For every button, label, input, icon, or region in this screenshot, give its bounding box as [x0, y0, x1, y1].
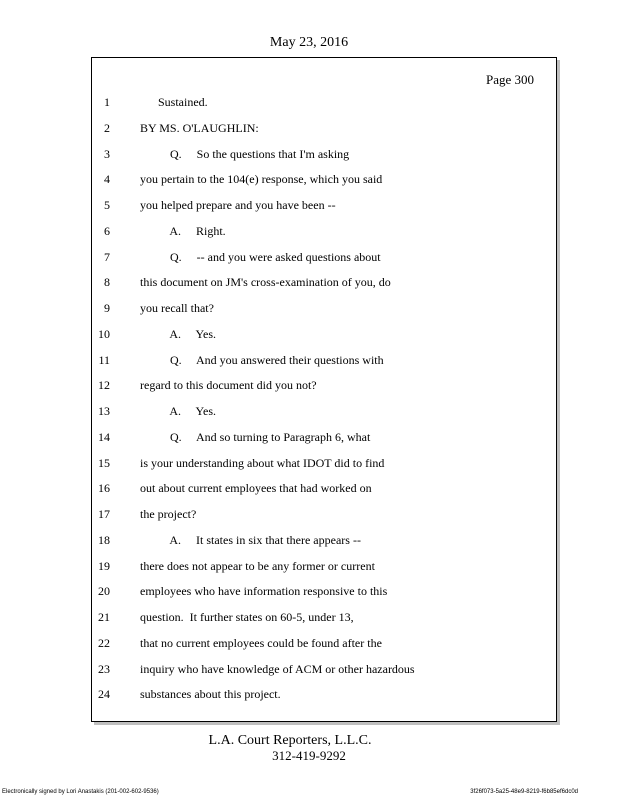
- line-number: 7: [104, 250, 110, 264]
- line-number: 20: [98, 584, 110, 598]
- line-number: 3: [104, 147, 110, 161]
- line-number: 9: [104, 301, 110, 315]
- line-text: BY MS. O'LAUGHLIN:: [140, 121, 259, 135]
- line-text: A. Right.: [140, 224, 226, 238]
- line-number: 16: [98, 481, 110, 495]
- line-text: you recall that?: [140, 301, 214, 315]
- line-text: the project?: [140, 507, 197, 521]
- line-number: 5: [104, 198, 110, 212]
- line-text: A. Yes.: [140, 327, 217, 341]
- line-text: that no current employees could be found after the: [140, 636, 382, 650]
- line-text: Sustained.: [140, 95, 208, 109]
- line-number: 15: [98, 456, 110, 470]
- line-number: 2: [104, 121, 110, 135]
- reporter-company: L.A. Court Reporters, L.L.C.: [208, 733, 372, 748]
- line-number: 8: [104, 275, 110, 289]
- line-number: 6: [104, 224, 110, 238]
- line-text: regard to this document did you not?: [140, 378, 317, 392]
- line-text: this document on JM's cross-examination of you, do: [140, 275, 391, 289]
- line-number: 10: [98, 327, 110, 341]
- line-text: inquiry who have knowledge of ACM or other hazardous: [140, 662, 415, 676]
- line-text: is your understanding about what IDOT did to find: [140, 456, 385, 470]
- line-text: employees who have information responsive to this: [140, 584, 388, 598]
- line-text: Q. And you answered their questions with: [140, 353, 384, 367]
- line-text: question. It further states on 60-5, under 13,: [140, 610, 354, 624]
- page-number: Page 300: [486, 72, 535, 87]
- line-number: 19: [98, 559, 110, 573]
- line-text: A. Yes.: [140, 404, 217, 418]
- line-text: Q. So the questions that I'm asking: [140, 147, 350, 161]
- line-number: 24: [98, 687, 110, 701]
- line-text: you helped prepare and you have been --: [140, 198, 336, 212]
- line-text: substances about this project.: [140, 687, 281, 701]
- line-number: 1: [104, 95, 110, 109]
- electronic-signature: Electronically signed by Lori Anastakis (201-002-602-9536): [2, 789, 159, 795]
- line-number: 13: [98, 404, 110, 418]
- line-number: 23: [98, 662, 110, 676]
- line-number: 17: [98, 507, 110, 521]
- line-text: A. It states in six that there appears --: [140, 533, 361, 547]
- line-text: there does not appear to be any former or current: [140, 559, 375, 573]
- document-id: 3f26f073-5a25-48e9-8219-f6b85ef6dc0d: [470, 789, 578, 795]
- reporter-phone: 312-419-9292: [272, 748, 346, 763]
- line-number: 11: [98, 353, 110, 367]
- line-text: Q. -- and you were asked questions about: [140, 250, 381, 264]
- line-number: 4: [104, 172, 110, 186]
- line-number: 14: [98, 430, 110, 444]
- line-number: 21: [98, 610, 110, 624]
- line-number: 12: [98, 378, 110, 392]
- line-text: you pertain to the 104(e) response, which you said: [140, 172, 383, 186]
- transcript-date: May 23, 2016: [269, 35, 349, 50]
- line-number: 22: [98, 636, 110, 650]
- line-text: Q. And so turning to Paragraph 6, what: [140, 430, 371, 444]
- line-number: 18: [98, 533, 110, 547]
- line-text: out about current employees that had worked on: [140, 481, 372, 495]
